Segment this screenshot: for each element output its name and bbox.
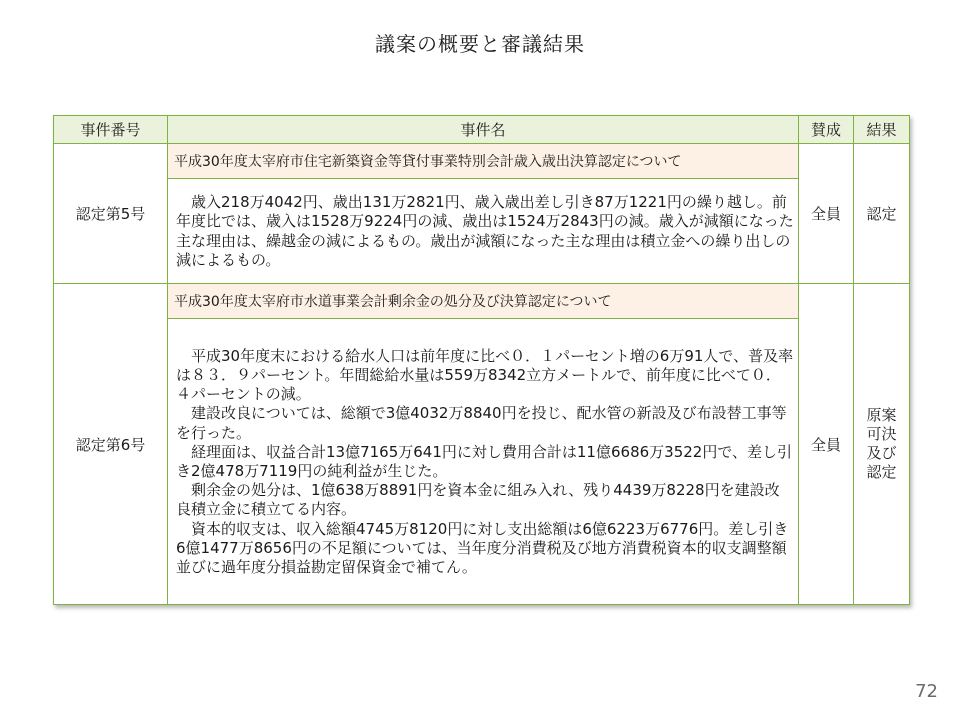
vote-cell: 全員 xyxy=(799,284,854,605)
case-summary: 平成30年度末における給水人口は前年度に比べ０．１パーセント増の6万91人で、普及率は８３．９パーセント。年間総給水量は559万8342立方メートルで、前年度に比べて０．４パーセントの減。 建設改良については、総額で3億4032万8840円を投じ、配水管の新設及び布設替工事等を行った。 経理面は、収益合計13億7165万641円に対し費用合計は11億6686万3522円で、差し引き2億478万7119円の純利益が生じた。 剰余金の処分は、1億638万8891円を資本金に組み入れ、残り4439万8228円を建設改良積立金に積立てる内容。 資本的収支は、収入総額4745万8120円に対し支出総額は6億6223万6776円。差し引き6億1477万8656円の不足額については、当年度分消費税及び地方消費税資本的収支調整額並びに過年度分損益勘定留保資金で補てん。 xyxy=(168,319,799,605)
page-number: 72 xyxy=(915,681,938,702)
table-row-summary xyxy=(54,179,910,284)
case-number: 認定第5号 xyxy=(54,144,168,284)
header-vote: 賛成 xyxy=(799,116,854,144)
table-row xyxy=(54,284,910,319)
result-line: 可決 xyxy=(866,425,897,443)
result-cell xyxy=(854,284,910,605)
result-line: 原案 xyxy=(866,406,897,424)
result-line: 認定 xyxy=(866,463,897,481)
header-name: 事件名 xyxy=(168,116,799,144)
case-name: 平成30年度太宰府市水道事業会計剰余金の処分及び決算認定について xyxy=(168,284,799,319)
table-row-summary xyxy=(54,319,910,605)
result-cell: 認定 xyxy=(854,144,910,284)
page-title: 議案の概要と審議結果 xyxy=(375,32,585,56)
result-line: 及び xyxy=(866,444,897,462)
vote-cell: 全員 xyxy=(799,144,854,284)
case-number: 認定第6号 xyxy=(54,284,168,605)
case-summary: 歳入218万4042円、歳出131万2821円、歳入歳出差し引き87万1221円の繰り越し。前年度比では、歳入は1528万9224円の減、歳出は1524万2843円の減。歳入が減額になった主な理由は、繰越金の減によるもの。歳出が減額になった主な理由は積立金への繰り出しの減によるもの。 xyxy=(168,179,799,284)
table-row xyxy=(54,144,910,179)
resolution-table xyxy=(53,115,910,605)
header-result: 結果 xyxy=(854,116,910,144)
header-number: 事件番号 xyxy=(54,116,168,144)
case-name: 平成30年度太宰府市住宅新築資金等貸付事業特別会計歳入歳出決算認定について xyxy=(168,144,799,179)
table-header-row xyxy=(54,116,910,144)
